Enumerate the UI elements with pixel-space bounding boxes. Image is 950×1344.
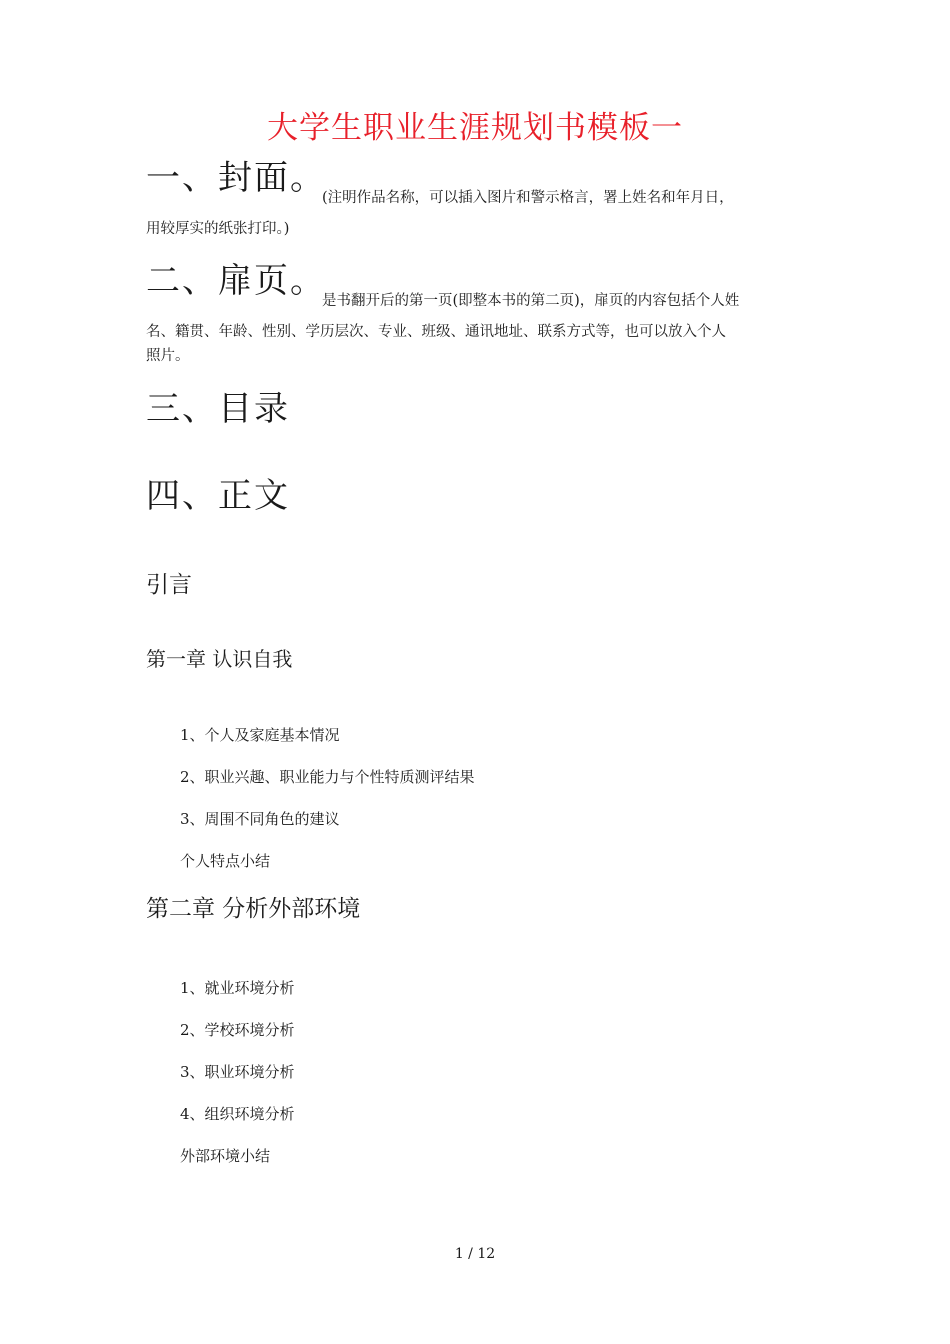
cover-note-line-1: (注明作品名称，可以插入图片和警示格言，署上姓名和年月日， xyxy=(322,190,734,206)
page-number: 1 / 12 xyxy=(454,1246,496,1262)
intro-heading: 引言 xyxy=(146,572,192,598)
chapter-1-item: 3、周围不同角色的建议 xyxy=(180,810,340,828)
document-title: 大学生职业生涯规划书模板一 xyxy=(267,110,683,146)
chapter-2-item: 2、学校环境分析 xyxy=(180,1021,295,1039)
section-body-heading: 四、正文 xyxy=(146,476,290,516)
section-toc-heading: 三、目录 xyxy=(146,389,290,429)
section-cover-heading: 一、封面。 xyxy=(146,158,326,198)
chapter-2-summary: 外部环境小结 xyxy=(180,1147,271,1165)
chapter-2-item: 3、职业环境分析 xyxy=(180,1063,295,1081)
chapter-2-item: 4、组织环境分析 xyxy=(180,1105,295,1123)
chapter-2-item: 1、就业环境分析 xyxy=(180,979,295,997)
cover-note-line-2: 用较厚实的纸张打印。) xyxy=(146,221,290,237)
flyleaf-note-line-1: 是书翻开后的第一页(即整本书的第二页)，扉页的内容包括个人姓 xyxy=(322,293,740,309)
chapter-2-title: 第二章 分析外部环境 xyxy=(146,896,361,922)
flyleaf-note-line-2: 名、籍贯、年龄、性别、学历层次、专业、班级、通讯地址、联系方式等，也可以放入个人 xyxy=(146,324,726,340)
chapter-1-summary: 个人特点小结 xyxy=(180,852,271,870)
chapter-1-title: 第一章 认识自我 xyxy=(146,647,293,671)
flyleaf-note-line-3: 照片。 xyxy=(146,348,190,364)
chapter-1-item: 1、个人及家庭基本情况 xyxy=(180,726,340,744)
section-flyleaf-heading: 二、扉页。 xyxy=(146,261,326,301)
chapter-1-item: 2、职业兴趣、职业能力与个性特质测评结果 xyxy=(180,768,475,786)
